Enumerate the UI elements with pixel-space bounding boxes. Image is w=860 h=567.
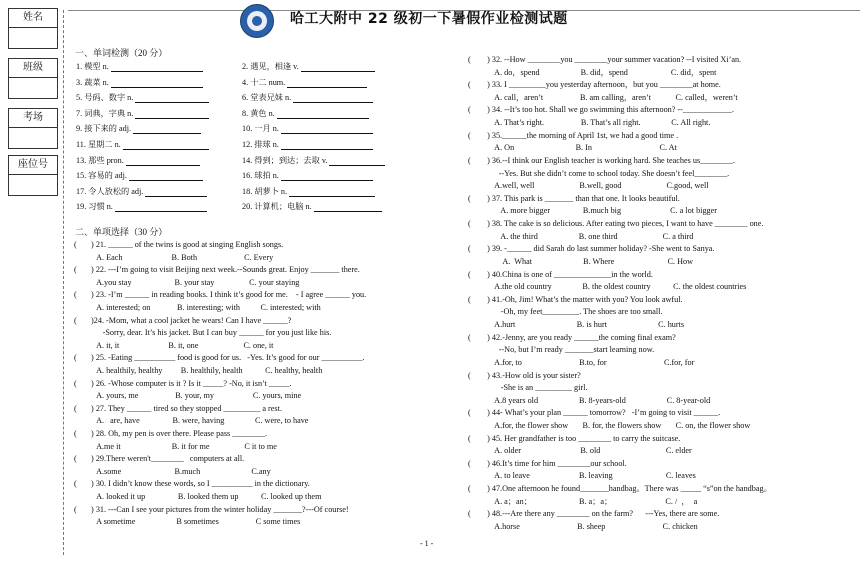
option-line: -Sorry, dear. It’s his jacket. But I can buy ______ for you just like his.: [74, 328, 332, 338]
question-line: ( ) 30. I didn’t know these words, so I __________ in the dictionary.: [74, 479, 310, 489]
answer-blank[interactable]: [111, 79, 203, 88]
question-line: ( ) 35.______the morning of April 1st, we had a good time .: [468, 130, 679, 140]
seat-field[interactable]: [9, 175, 57, 195]
exam-room-field[interactable]: [9, 128, 57, 148]
vocab-item: 9. 接下来的 adj.: [76, 124, 201, 134]
class-field[interactable]: [9, 78, 57, 98]
question-line: ( ) 37. This park is _______ than that one. It looks beautiful.: [468, 193, 680, 203]
seat-label: 座位号: [9, 156, 57, 175]
question-line: ( ) 32. --How ________you ________your summer vacation? --I visited Xi’an.: [468, 55, 742, 64]
option-line: A.8 years old B. 8-years-old C. 8-year-old: [468, 395, 711, 405]
question-line: ( ) 26. -Whose computer is it ? Is it _____? -No, it isn’t _____.: [74, 378, 292, 388]
answer-blank[interactable]: [281, 172, 373, 181]
vocab-item: 5. 号码、数字 n.: [76, 93, 209, 103]
vocab-item: 8. 黄色 n.: [242, 109, 369, 119]
option-line: A. call，aren’t B. am calling，aren’t C. called，weren’t: [468, 92, 738, 102]
question-line: ( ) 31. ---Can I see your pictures from the winter holiday _______?---Of course!: [74, 504, 349, 514]
exam-room-label: 考场: [9, 109, 57, 128]
answer-blank[interactable]: [135, 94, 209, 103]
option-line: A. Each B. Both C. Every: [74, 252, 274, 262]
vocab-item: 13. 那些 pron.: [76, 156, 200, 166]
option-line: A. the third B. one third C. a third: [468, 231, 694, 241]
answer-blank[interactable]: [129, 172, 203, 181]
question-line: ( ) 34. --It’s too hot. Shall we go swimming this afternoon? --____________.: [468, 105, 735, 115]
question-line: ( ) 42.-Jenny, are you ready ______the coming final exam?: [468, 332, 676, 342]
school-logo: [240, 4, 274, 38]
option-line: --No, but I’m ready _______start learning now.: [468, 345, 655, 355]
vocab-item: 10. 一月 n.: [242, 124, 373, 134]
answer-blank[interactable]: [301, 63, 375, 72]
option-line: A. older B. old C. elder: [468, 446, 692, 456]
exam-room-box: [8, 108, 58, 149]
question-line: ( ) 40.China is one of ______________in the world.: [468, 269, 653, 279]
option-line: A. What B. Where C. How: [468, 256, 694, 266]
vocab-item: 6. 堂表兄妹 n.: [242, 93, 373, 103]
option-line: A. are, have B. were, having C. were, to have: [74, 416, 309, 426]
option-line: A. interested; on B. interesting; with C. interested; with: [74, 303, 321, 312]
answer-blank[interactable]: [287, 79, 367, 88]
option-line: A.for, the flower show B. for, the flowers show C. on, the flower show: [468, 420, 751, 430]
option-line: A.me it B. it for me C it to me: [74, 441, 277, 451]
question-line: ( ) 33. I _________you yesterday afternoon，but you ________at home.: [468, 80, 721, 90]
section-choice-heading: 二、单项选择（30 分）: [75, 227, 168, 237]
question-line: ( ) 29.There weren't________ computers at all.: [74, 454, 245, 464]
question-line: ( ) 38. The cake is so delicious. After eating two pieces, I want to have ________ one.: [468, 219, 764, 229]
option-line: A.some B.much C.any: [74, 466, 271, 476]
vocab-item: 2. 遇见，相逢 v.: [242, 62, 375, 72]
option-line: A. On B. In C. At: [468, 143, 677, 153]
option-line: A. looked it up B. looked them up C. looked up them: [74, 492, 322, 501]
option-line: A.well, well B.well, good C.good, well: [468, 181, 709, 191]
student-info-sidebar: [8, 0, 58, 567]
question-line: ( ) 48.---Are there any ________ on the farm? ---Yes, there are some.: [468, 509, 720, 519]
answer-blank[interactable]: [111, 63, 203, 72]
question-line: ( ) 47.One afternoon he found_______handbag。There was _____ “s”on the handbag。: [468, 484, 772, 494]
page-title: 哈工大附中 22 级初一下暑假作业检测试题: [290, 11, 568, 27]
answer-blank[interactable]: [145, 188, 207, 197]
seat-box: [8, 155, 58, 196]
answer-blank[interactable]: [277, 110, 369, 119]
option-line: -She is an _________ girl.: [468, 383, 588, 393]
question-line: ( ) 46.It’s time for him ________our school.: [468, 458, 627, 468]
option-line: A. to leave B. leaving C. leaves: [468, 471, 696, 481]
option-line: A.horse B. sheep C. chicken: [468, 521, 698, 531]
question-line: ( ) 36.--I think our English teacher is working hard. She teaches us________.: [468, 155, 735, 165]
option-line: A. do，spend B. did，spend C. did，spent: [468, 67, 717, 77]
answer-blank[interactable]: [126, 157, 200, 166]
vocab-item: 17. 令人放松的 adj.: [76, 187, 207, 197]
question-line: ( ) 45. Her grandfather is too ________ to carry the suitcase.: [468, 433, 681, 443]
answer-blank[interactable]: [123, 141, 209, 150]
answer-blank[interactable]: [329, 157, 385, 166]
vocab-item: 4. 十二 num.: [242, 78, 367, 88]
option-line: A sometime B sometimes C some times: [74, 517, 301, 527]
option-line: --Yes. But she didn’t come to school today. She doesn’t feel________.: [468, 168, 730, 178]
question-line: ( )24. -Mom, what a cool jacket he wears! Can I have ______?: [74, 315, 292, 325]
question-line: ( ) 27. They ______ tired so they stopped _________ a rest.: [74, 403, 282, 413]
answer-blank[interactable]: [281, 141, 373, 150]
question-line: ( ) 25. -Eating __________ food is good for us. -Yes. It’s good for our __________.: [74, 353, 365, 363]
answer-blank[interactable]: [133, 125, 201, 134]
answer-blank[interactable]: [281, 125, 373, 134]
answer-blank[interactable]: [314, 203, 382, 212]
name-box: [8, 8, 58, 49]
vocab-item: 7. 词典，字典 n.: [76, 109, 209, 119]
option-line: A. That’s right. B. That’s all right. C. All right.: [468, 118, 711, 128]
class-box: [8, 58, 58, 99]
question-line: ( ) 28. Oh, my pen is over there. Please pass ________.: [74, 429, 268, 438]
question-line: ( ) 39. -______ did Sarah do last summer holiday? -She went to Sanya.: [468, 244, 715, 254]
question-line: ( ) 41.-Oh, Jim! What’s the matter with you? You look awful.: [468, 294, 683, 304]
binding-line: [63, 10, 64, 555]
option-line: A.hurt B. is hurt C. hurts: [468, 320, 685, 330]
option-line: A. more bigger B.much big C. a lot bigger: [468, 206, 718, 216]
question-line: ( ) 43.-How old is your sister?: [468, 370, 581, 380]
answer-blank[interactable]: [115, 203, 207, 212]
option-line: -Oh, my feet_________. The shoes are too small.: [468, 307, 663, 317]
name-field[interactable]: [9, 28, 57, 48]
vocab-item: 3. 蔬菜 n.: [76, 78, 203, 88]
section-vocab-heading: 一、单词检测（20 分）: [75, 48, 168, 58]
vocab-item: 14. 得到；到达；去取 v.: [242, 156, 385, 166]
option-line: A. it, it B. it, one C. one, it: [74, 340, 274, 350]
page-number: - 1 -: [420, 539, 434, 548]
vocab-item: 1. 模型 n.: [76, 62, 203, 72]
option-line: A.for, to B.to, for C.for, for: [468, 357, 695, 367]
vocab-item: 18. 胡萝卜 n.: [242, 187, 375, 197]
vocab-item: 11. 星期二 n.: [76, 140, 209, 150]
option-line: A. healthily, healthy B. healthily, health C. healthy, health: [74, 366, 323, 375]
question-line: ( ) 22. ---I’m going to visit Beijing next week.--Sounds great. Enjoy _______ there.: [74, 265, 360, 275]
vocab-item: 20. 计算机；电脑 n.: [242, 202, 382, 212]
answer-blank[interactable]: [293, 94, 373, 103]
option-line: A.you stay B. your stay C. your staying: [74, 277, 300, 287]
answer-blank[interactable]: [135, 110, 209, 119]
answer-blank[interactable]: [289, 188, 375, 197]
class-label: 班级: [9, 59, 57, 78]
vocab-item: 19. 习惯 n.: [76, 202, 207, 212]
option-line: A.the old country B. the oldest country C. the oldest countries: [468, 282, 747, 292]
vocab-item: 16. 球拍 n.: [242, 171, 373, 181]
question-line: ( ) 21. ______ of the twins is good at singing English songs.: [74, 240, 284, 249]
question-line: ( ) 44- What’s your plan ______ tomorrow? -I’m going to visit ______.: [468, 408, 721, 418]
vocab-item: 12. 排球 n.: [242, 140, 373, 150]
question-line: ( ) 23. -I’m ______ in reading books. I think it’s good for me. - I agree ______ you.: [74, 290, 367, 300]
option-line: A. a；an； B. a；a； C. / ， a: [468, 496, 698, 506]
name-label: 姓名: [9, 9, 57, 28]
vocab-item: 15. 容易的 adj.: [76, 171, 203, 181]
option-line: A. yours, me B. your, my C. yours, mine: [74, 391, 302, 401]
